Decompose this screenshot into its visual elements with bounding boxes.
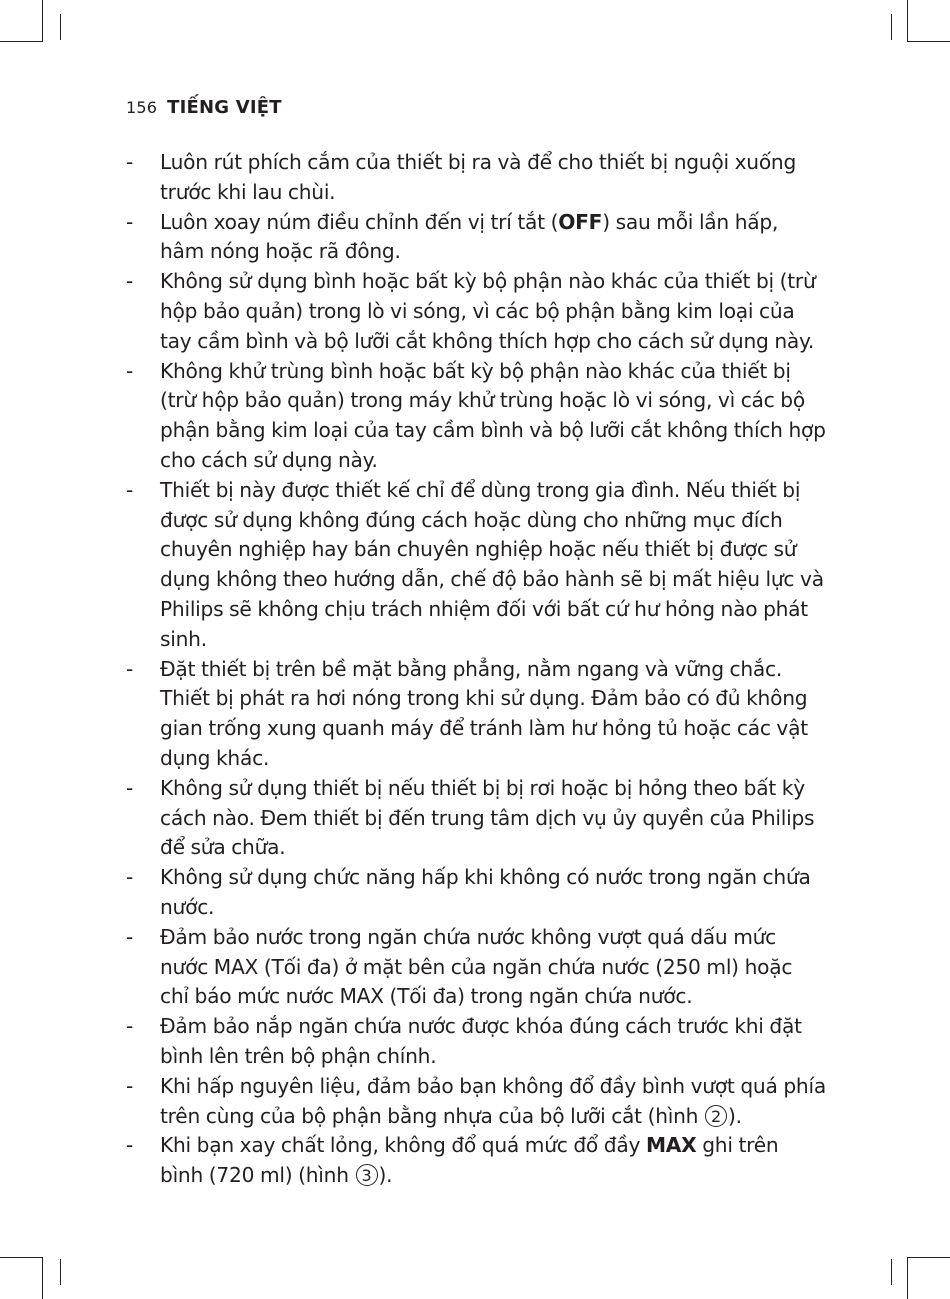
page-header (126, 97, 282, 118)
bullet-dash: - (126, 1014, 134, 1039)
crop-mark (60, 1259, 61, 1285)
list-item (126, 476, 826, 655)
bullet-dash: - (126, 775, 134, 800)
crop-mark (0, 41, 42, 42)
off-label: OFF (558, 209, 603, 234)
item-text: Đảm bảo nắp ngăn chứa nước được khóa đúng cách trước khi đặt bình lên trên bộ phận chính. (160, 1014, 802, 1068)
bullet-dash: - (126, 1133, 134, 1158)
list-item (126, 863, 826, 923)
crop-mark (908, 1257, 950, 1258)
bullet-dash: - (126, 358, 134, 383)
list-item (126, 1072, 826, 1132)
crop-mark (42, 0, 43, 42)
item-text: Đặt thiết bị trên bề mặt bằng phẳng, nằm ngang và vững chắc. Thiết bị phát ra hơi nóng trong khi sử dụng. Đảm bảo có đủ không gian trống xung quanh máy để tránh làm hư hỏng tủ hoặc các vật dụng khác. (160, 656, 808, 770)
item-text: Không sử dụng bình hoặc bất kỳ bộ phận nào khác của thiết bị (trừ hộp bảo quản) trong lò vi sóng, vì các bộ phận bằng kim loại của tay cầm bình và bộ lưỡi cắt không thích hợp cho cách sử dụng này. (160, 269, 816, 353)
figure-ref-circle: 3 (356, 1164, 378, 1186)
list-item (126, 357, 826, 476)
item-text: Không khử trùng bình hoặc bất kỳ bộ phận nào khác của thiết bị (trừ hộp bảo quản) trong máy khử trùng hoặc lò vi sóng, vì các bộ phận bằng kim loại của tay cầm bình và bộ lưỡi cắt không thích hợp cho cách sử dụng này. (160, 358, 826, 472)
list-item (126, 655, 826, 774)
item-text: Khi hấp nguyên liệu, đảm bảo bạn không đổ đầy bình vượt quá phía trên cùng của bộ phận bằng nhựa của bộ lưỡi cắt (hình (160, 1073, 826, 1128)
page-title: TIẾNG VIỆT (167, 97, 282, 118)
item-text: ). (728, 1103, 742, 1128)
bullet-dash: - (126, 1073, 134, 1098)
bullet-dash: - (126, 656, 134, 681)
crop-mark (908, 41, 950, 42)
max-label: MAX (645, 1133, 697, 1158)
figure-ref-circle: 2 (705, 1105, 727, 1127)
bullet-dash: - (126, 477, 134, 502)
crop-mark (891, 1259, 892, 1285)
crop-mark (42, 1257, 43, 1299)
crop-mark (907, 0, 908, 42)
item-text: Khi bạn xay chất lỏng, không đổ quá mức đổ đầy (160, 1133, 646, 1158)
item-text: Không sử dụng chức năng hấp khi không có nước trong ngăn chứa nước. (160, 865, 811, 919)
list-item (126, 923, 826, 1012)
bullet-dash: - (126, 209, 134, 234)
list-item (126, 267, 826, 356)
item-text: Luôn rút phích cắm của thiết bị ra và để cho thiết bị nguội xuống trước khi lau chùi. (160, 150, 797, 204)
list-item (126, 774, 826, 863)
item-text: Thiết bị này được thiết kế chỉ để dùng trong gia đình. Nếu thiết bị được sử dụng không đúng cách hoặc dùng cho những mục đích chuyên nghiệp hay bán chuyên nghiệp hoặc nếu thiết bị được sử dụng không theo hướng dẫn, chế độ bảo hành sẽ bị mất hiệu lực và Philips sẽ không chịu trách nhiệm đối với bất cứ hư hỏng nào phát sinh. (160, 477, 824, 651)
crop-mark (60, 14, 61, 40)
bullet-dash: - (126, 865, 134, 890)
bullet-dash: - (126, 150, 134, 174)
safety-bullet-list (126, 148, 826, 1191)
bullet-dash: - (126, 924, 134, 949)
item-text: ghi trên bình (720 ml) (hình (160, 1133, 779, 1188)
page-number: 156 (126, 98, 158, 117)
item-text: ). (378, 1163, 393, 1188)
list-item (126, 148, 826, 208)
item-text: Luôn xoay núm điều chỉnh đến vị trí tắt ( (160, 209, 559, 234)
item-text: Không sử dụng thiết bị nếu thiết bị bị rơi hoặc bị hỏng theo bất kỳ cách nào. Đem thiết bị đến trung tâm dịch vụ ủy quyền của Philips để sửa chữa. (160, 775, 815, 860)
list-item (126, 208, 826, 268)
list-item (126, 1012, 826, 1072)
crop-mark (907, 1257, 908, 1299)
item-text: ) sau mỗi lần hấp, hâm nóng hoặc rã đông. (160, 209, 779, 264)
item-text: Đảm bảo nước trong ngăn chứa nước không vượt quá dấu mức nước MAX (Tối đa) ở mặt bên của ngăn chứa nước (250 ml) hoặc chỉ báo mức nước MAX (Tối đa) trong ngăn chứa nước. (160, 924, 793, 1009)
bullet-dash: - (126, 269, 134, 294)
crop-mark (0, 1257, 42, 1258)
list-item (126, 1131, 826, 1191)
crop-mark (891, 14, 892, 40)
